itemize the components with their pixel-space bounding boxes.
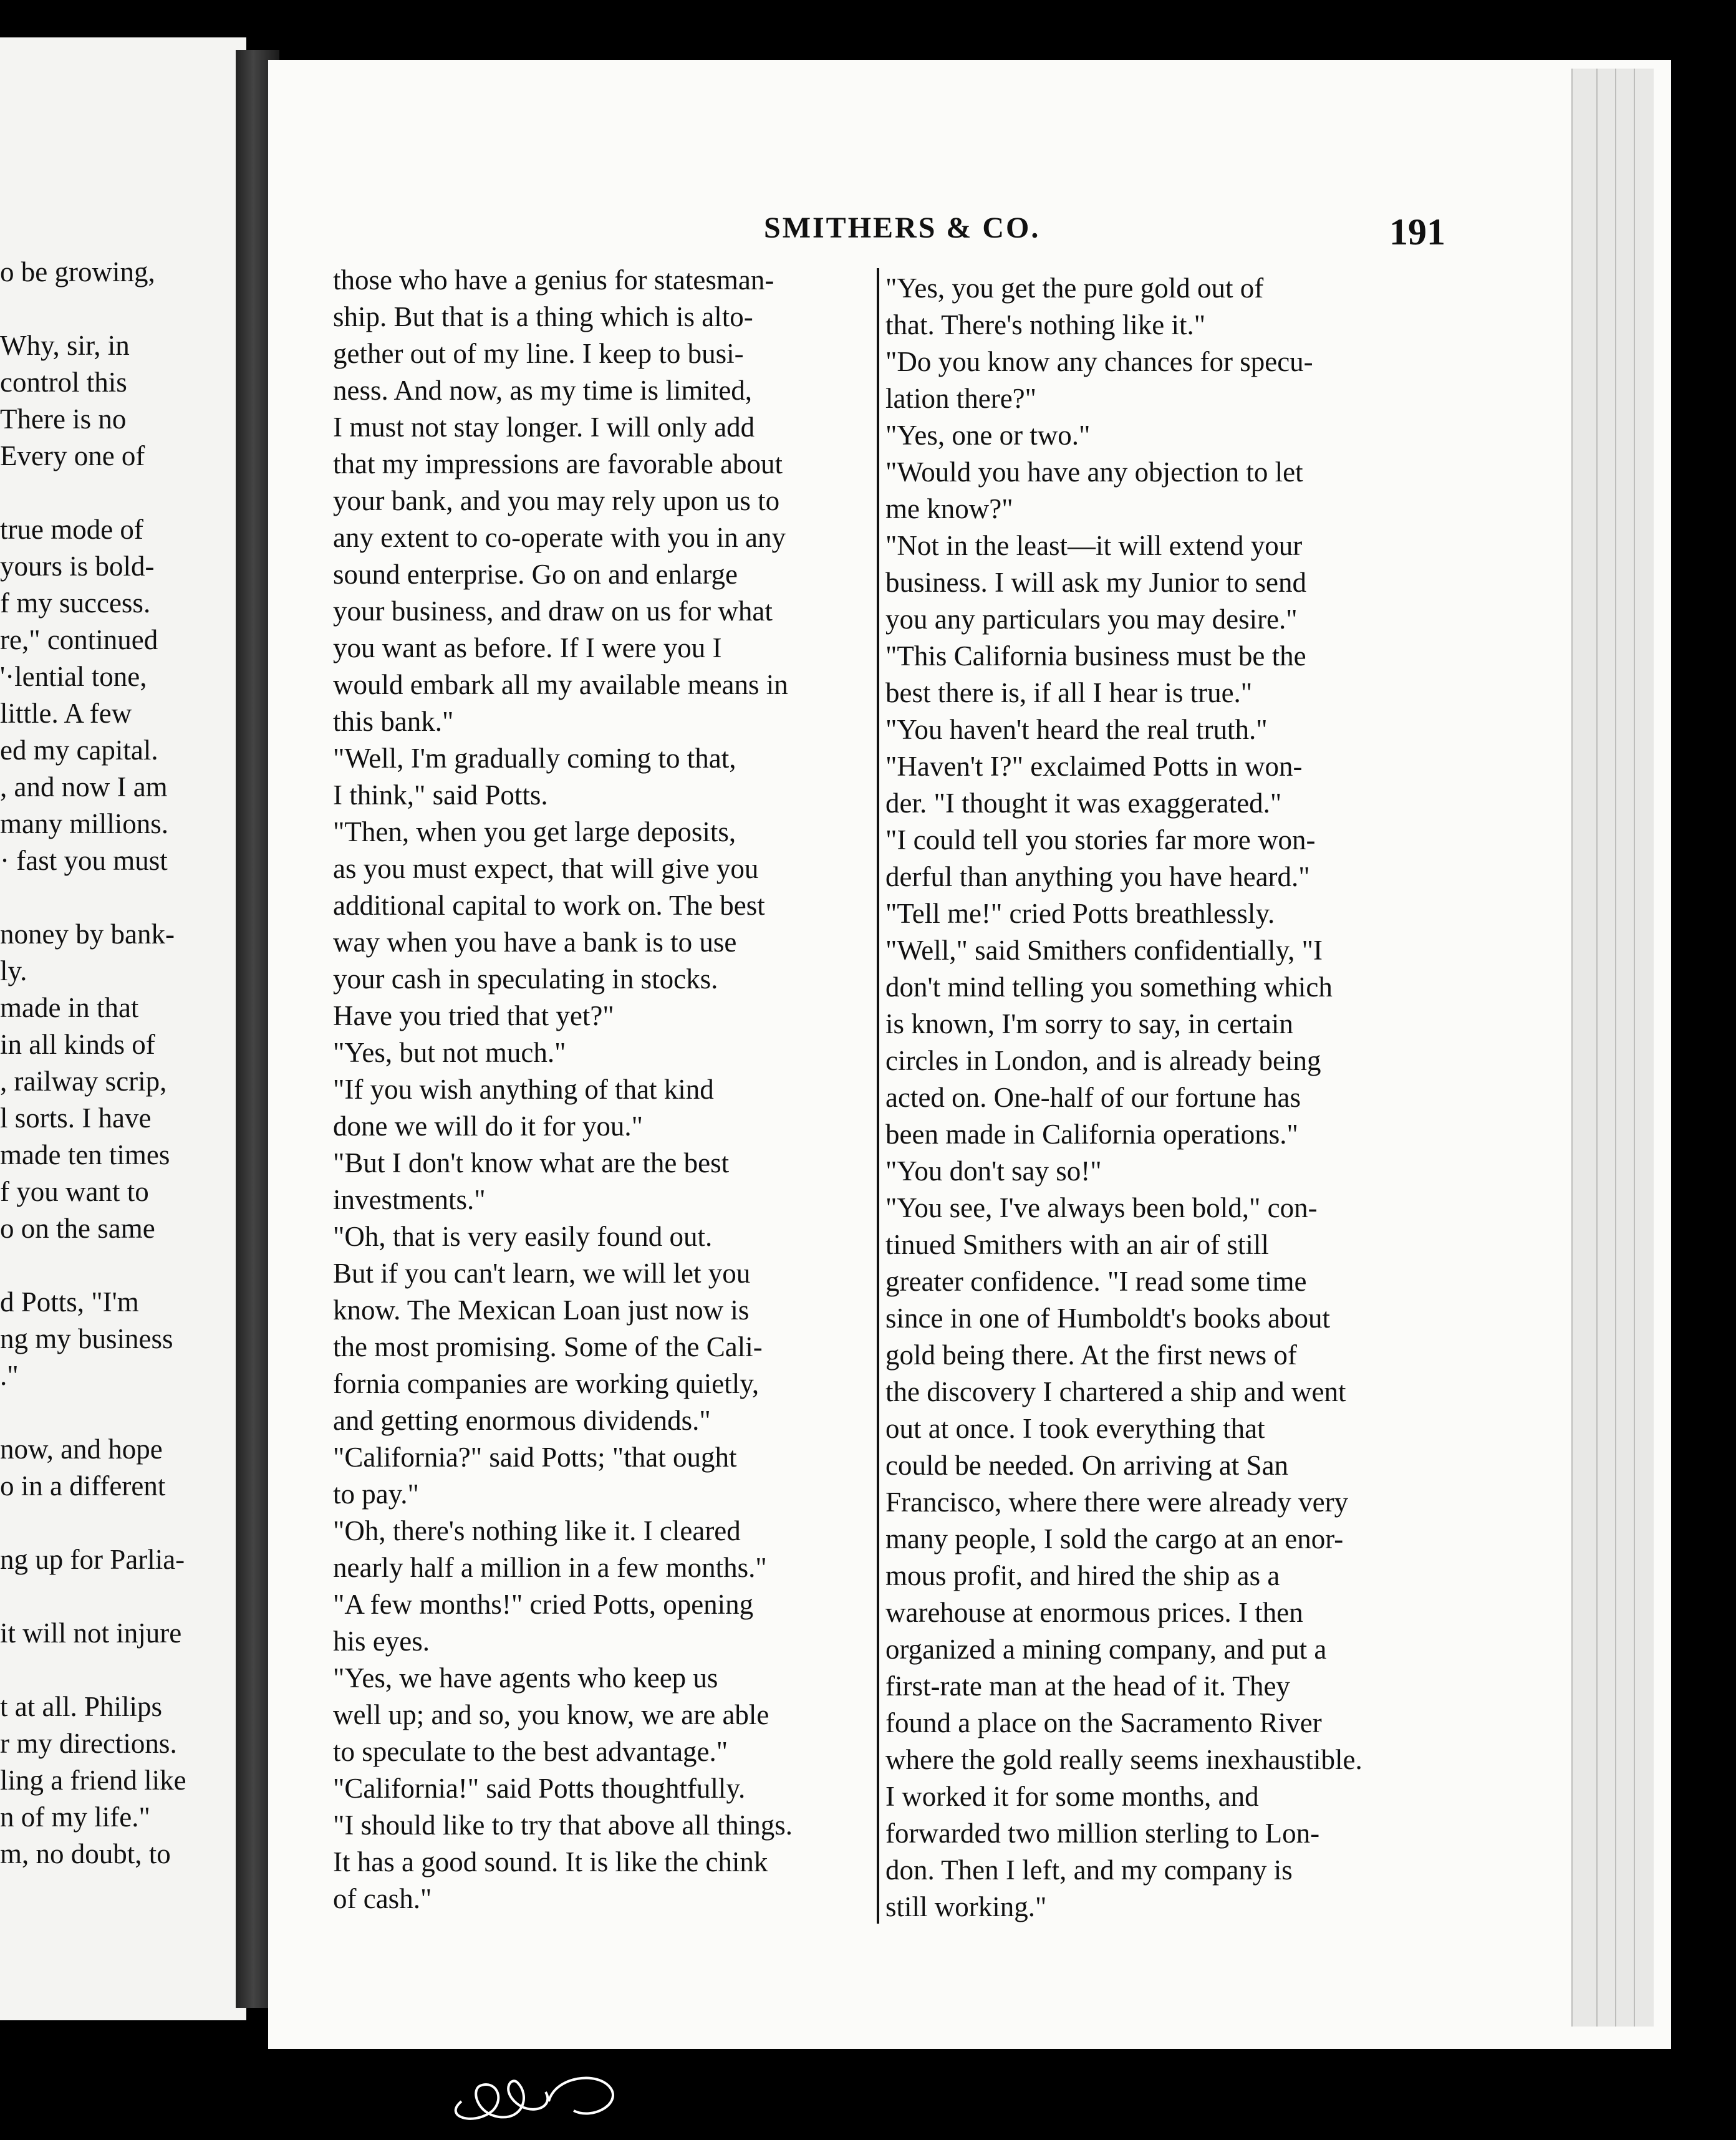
text-line: your cash in speculating in stocks. (333, 963, 718, 995)
text-line: as you must expect, that will give you (333, 853, 759, 884)
fragment-line: m, no doubt, to (0, 1838, 171, 1869)
text-line: lation there?" (885, 383, 1037, 414)
text-line: additional capital to work on. The best (333, 890, 765, 921)
fragment-line: ling a friend like (0, 1765, 186, 1796)
text-line: "You haven't heard the real truth." (885, 714, 1268, 745)
text-line: that my impressions are favorable about (333, 448, 783, 480)
text-line: could be needed. On arriving at San (885, 1450, 1289, 1481)
text-line: But if you can't learn, we will let you (333, 1258, 751, 1289)
fragment-line: true mode of (0, 514, 143, 545)
text-line: I think," said Potts. (333, 779, 548, 811)
text-line: circles in London, and is already being (885, 1045, 1321, 1076)
text-line: way when you have a bank is to use (333, 927, 737, 958)
fragment-line: n of my life." (0, 1801, 150, 1833)
running-title: SMITHERS & CO. (764, 211, 1041, 244)
text-line: acted on. One-half of our fortune has (885, 1082, 1301, 1113)
text-line: first-rate man at the head of it. They (885, 1670, 1290, 1702)
fragment-line: o in a different (0, 1470, 166, 1501)
text-line: "California?" said Potts; "that ought (333, 1442, 737, 1473)
text-column-right (885, 270, 1437, 1926)
text-line: to pay." (333, 1478, 419, 1510)
text-line: me know?" (885, 493, 1013, 524)
fragment-line: ." (0, 1360, 19, 1391)
fragment-line: f my success. (0, 587, 151, 619)
fragment-line: made in that (0, 992, 139, 1023)
text-line: many people, I sold the cargo at an enor- (885, 1523, 1344, 1554)
text-line: gold being there. At the first news of (885, 1339, 1297, 1371)
text-line: fornia companies are working quietly, (333, 1368, 760, 1399)
text-line: "Oh, that is very easily found out. (333, 1221, 713, 1252)
fragment-line: yours is bold- (0, 551, 155, 582)
fragment-line: control this (0, 367, 127, 398)
text-line: those who have a genius for statesman- (333, 264, 774, 296)
text-line: the most promising. Some of the Cali- (333, 1331, 763, 1362)
fragment-line: noney by bank- (0, 918, 175, 950)
fragment-line: ly. (0, 955, 27, 986)
fragment-line (0, 291, 212, 327)
text-line: done we will do it for you." (333, 1111, 644, 1142)
fragment-line: '·lential tone, (0, 661, 147, 692)
fragment-line (0, 1247, 212, 1284)
text-line: "Not in the least—it will extend your (885, 530, 1303, 561)
fragment-line: t at all. Philips (0, 1691, 163, 1722)
text-line: I must not stay longer. I will only add (333, 412, 755, 443)
fragment-line: r my directions. (0, 1728, 177, 1759)
text-line: your bank, and you may rely upon us to (333, 485, 780, 516)
text-line: don. Then I left, and my company is (885, 1854, 1293, 1886)
text-line: "Haven't I?" exclaimed Potts in won- (885, 751, 1303, 782)
text-line: the discovery I chartered a ship and went (885, 1376, 1346, 1407)
fragment-line (0, 879, 212, 916)
fragment-line: little. A few (0, 698, 132, 729)
text-line: best there is, if all I hear is true." (885, 677, 1253, 708)
text-line: I worked it for some months, and (885, 1781, 1259, 1812)
text-line: "But I don't know what are the best (333, 1147, 730, 1178)
text-line: "Yes, you get the pure gold out of (885, 272, 1264, 304)
fragment-line (0, 475, 212, 511)
fragment-line: There is no (0, 403, 127, 435)
text-line: "Do you know any chances for specu- (885, 346, 1313, 377)
text-line: "Yes, we have agents who keep us (333, 1662, 718, 1694)
fragment-line: o be growing, (0, 256, 155, 287)
text-line: well up; and so, you know, we are able (333, 1699, 769, 1730)
text-line: business. I will ask my Junior to send (885, 567, 1306, 598)
fragment-line: it will not injure (0, 1617, 182, 1649)
text-line: mous profit, and hired the ship as a (885, 1560, 1280, 1591)
text-line: been made in California operations." (885, 1119, 1298, 1150)
text-line: warehouse at enormous prices. I then (885, 1597, 1303, 1628)
text-line: "This California business must be the (885, 640, 1306, 672)
text-line: "Tell me!" cried Potts breathlessly. (885, 898, 1275, 929)
text-line: Francisco, where there were already very (885, 1487, 1349, 1518)
text-line: any extent to co-operate with you in any (333, 522, 786, 553)
text-line: greater confidence. "I read some time (885, 1266, 1307, 1297)
fragment-line: Why, sir, in (0, 330, 130, 361)
text-line: "I could tell you stories far more won- (885, 824, 1316, 856)
text-line: ness. And now, as my time is limited, (333, 375, 753, 406)
text-line: that. There's nothing like it." (885, 309, 1206, 340)
fragment-line: o on the same (0, 1213, 155, 1244)
text-line: "If you wish anything of that kind (333, 1074, 714, 1105)
text-line: your business, and draw on us for what (333, 595, 773, 627)
text-line: "California!" said Potts thoughtfully. (333, 1773, 746, 1804)
fragment-line: many millions. (0, 808, 168, 839)
page-edge (1596, 69, 1616, 2027)
left-page-fragment-column (0, 254, 212, 1872)
fragment-line (0, 1578, 212, 1615)
fragment-line: re," continued (0, 624, 158, 655)
fragment-line: , railway scrip, (0, 1066, 167, 1097)
fragment-line: d Potts, "I'm (0, 1286, 139, 1318)
text-line: derful than anything you have heard." (885, 861, 1310, 892)
fragment-line: ng my business (0, 1323, 173, 1354)
text-line: "Would you have any objection to let (885, 456, 1303, 488)
text-line: don't mind telling you something which (885, 971, 1333, 1003)
fragment-line: , and now I am (0, 771, 168, 802)
page-edge (1615, 69, 1635, 2027)
text-line: "Oh, there's nothing like it. I cleared (333, 1515, 741, 1546)
fragment-line (0, 1394, 212, 1431)
text-line: "A few months!" cried Potts, opening (333, 1589, 754, 1620)
fragment-line: ed my capital. (0, 735, 158, 766)
text-line: Have you tried that yet?" (333, 1000, 614, 1031)
text-line: sound enterprise. Go on and enlarge (333, 559, 738, 590)
fragment-line: f you want to (0, 1176, 149, 1207)
text-line: nearly half a million in a few months." (333, 1552, 767, 1583)
text-line: der. "I thought it was exaggerated." (885, 788, 1282, 819)
page-edge (1571, 69, 1598, 2027)
text-line: and getting enormous dividends." (333, 1405, 711, 1436)
text-line: tinued Smithers with an air of still (885, 1229, 1269, 1260)
text-line: since in one of Humboldt's books about (885, 1303, 1331, 1334)
text-line: "Yes, but not much." (333, 1037, 566, 1068)
fragment-line (0, 1652, 212, 1689)
text-line: "Well," said Smithers confidentially, "I (885, 935, 1323, 966)
text-line: "Then, when you get large deposits, (333, 816, 736, 847)
page-number: 191 (1389, 211, 1445, 253)
text-line: would embark all my available means in (333, 669, 788, 700)
text-line: It has a good sound. It is like the chink (333, 1846, 768, 1877)
text-line: "Yes, one or two." (885, 420, 1091, 451)
text-line: where the gold really seems inexhaustible. (885, 1744, 1362, 1775)
text-line: gether out of my line. I keep to busi- (333, 338, 744, 369)
fragment-line: in all kinds of (0, 1029, 155, 1060)
text-line: know. The Mexican Loan just now is (333, 1294, 750, 1326)
fragment-line: l sorts. I have (0, 1102, 152, 1134)
text-line: "You don't say so!" (885, 1155, 1102, 1187)
handwritten-mark-icon (436, 2058, 661, 2126)
text-line: you want as before. If I were you I (333, 632, 722, 663)
text-line: organized a mining company, and put a (885, 1634, 1327, 1665)
text-line: still working." (885, 1891, 1047, 1922)
text-line: his eyes. (333, 1626, 430, 1657)
text-line: found a place on the Sacramento River (885, 1707, 1322, 1738)
text-line: to speculate to the best advantage." (333, 1736, 728, 1767)
text-line: "I should like to try that above all things. (333, 1810, 793, 1841)
fragment-line (0, 1505, 212, 1541)
text-line: "Well, I'm gradually coming to that, (333, 743, 736, 774)
text-line: "You see, I've always been bold," con- (885, 1192, 1318, 1223)
fragment-line: now, and hope (0, 1434, 163, 1465)
text-line: forwarded two million sterling to Lon- (885, 1818, 1320, 1849)
text-line: you any particulars you may desire." (885, 604, 1298, 635)
text-line: out at once. I took everything that (885, 1413, 1265, 1444)
text-column-left (333, 262, 869, 1917)
text-line: is known, I'm sorry to say, in certain (885, 1008, 1293, 1039)
text-line: investments." (333, 1184, 486, 1215)
fragment-line: Every one of (0, 440, 145, 471)
fragment-line: ng up for Parlia- (0, 1544, 185, 1575)
column-rule (877, 268, 879, 1924)
page-edge (1634, 69, 1654, 2027)
text-line: of cash." (333, 1883, 432, 1914)
fragment-line: · fast you must (0, 845, 168, 876)
text-line: this bank." (333, 706, 454, 737)
text-line: ship. But that is a thing which is alto- (333, 301, 753, 332)
fragment-line: made ten times (0, 1139, 170, 1170)
